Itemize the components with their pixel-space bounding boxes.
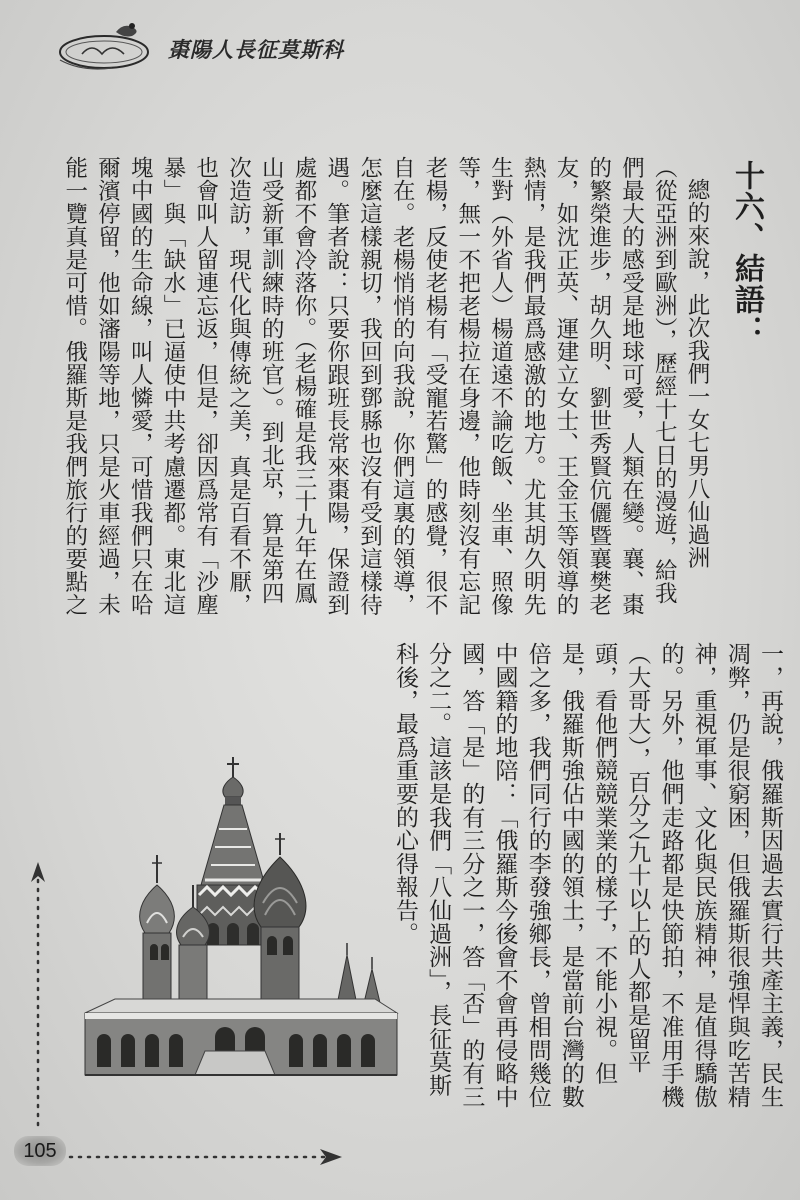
section-heading: 十六、結語： bbox=[729, 160, 764, 346]
text-column: 熱情，是我們最爲感激的地方。尤其胡久明先 bbox=[520, 156, 547, 616]
text-column: 怎麼這樣親切，我回到鄧縣也沒有受到這樣待 bbox=[356, 156, 383, 616]
body-text-bottom bbox=[388, 642, 786, 1112]
body-text-top bbox=[58, 156, 713, 621]
text-column: 爾濱停留，他如瀋陽等地，只是火車經過，未 bbox=[94, 156, 121, 616]
text-column: 遇。筆者說：只要你跟班長常來棗陽，保證到 bbox=[323, 156, 350, 616]
text-column: 科後，最爲重要的心得報告。 bbox=[391, 642, 418, 945]
text-column: 總的來說，此次我們一女七男八仙過洲 bbox=[684, 178, 710, 569]
text-column: 生對（外省人）楊道遠不論吃飯、坐車、照像 bbox=[487, 156, 514, 616]
text-column: 暴」與「缺水」已逼使中共考慮遷都。東北這 bbox=[160, 156, 186, 616]
text-column: 能一覽真是可惜。俄羅斯是我們旅行的要點之 bbox=[61, 156, 88, 616]
text-column: 是，俄羅斯強佔中國的領土，是當前台灣的數 bbox=[557, 642, 584, 1108]
text-column: 塊中國的生命線，叫人憐愛，可惜我們只在哈 bbox=[127, 156, 154, 616]
text-column: 們最大的感受是地球可愛，人類在變。襄、棗 bbox=[618, 156, 645, 616]
text-column: 等，無一不把老楊拉在身邊，他時刻沒有忘記 bbox=[454, 156, 481, 616]
text-column: 凋弊，仍是很窮困，但俄羅斯很強悍與吃苦精 bbox=[723, 642, 750, 1108]
text-column: 神，重視軍事、文化與民族精神，是值得驕傲 bbox=[690, 642, 717, 1108]
text-column: （大哥大），百分之九十以上的人都是留平 bbox=[624, 642, 651, 1074]
text-column: 一，再說，俄羅斯因過去實行共產主義，民生 bbox=[757, 642, 783, 1108]
text-column: 頭，看他們競競業業的樣子，不能小視。但 bbox=[591, 642, 618, 1085]
text-column: 自在。老楊悄悄的向我說，你們這裏的領導， bbox=[389, 156, 416, 616]
text-column: 處都不會冷落你。（老楊確是我三十九年在鳳 bbox=[291, 156, 317, 605]
page-number: 105 bbox=[14, 1136, 66, 1166]
text-column: 老楊，反使老楊有「受寵若驚」的感覺，很不 bbox=[422, 156, 448, 616]
running-header-title: 棗陽人長征莫斯科 bbox=[168, 37, 344, 62]
text-column: 國，答「是」的有三分之一，答「否」的有三 bbox=[458, 642, 485, 1108]
text-column: 次造訪，現代化與傳統之美，真是百看不厭， bbox=[225, 156, 252, 616]
text-column: 山受新軍訓練時的班官）。到北京，算是第四 bbox=[258, 156, 285, 605]
oval-emblem-logo-icon bbox=[52, 14, 167, 74]
text-column: （從亞洲到歐洲），歷經十七日的漫遊，給我 bbox=[651, 156, 678, 605]
text-column: 的繁榮進步，胡久明、劉世秀賢伉儷暨襄樊老 bbox=[585, 156, 612, 616]
text-column: 分之二。這該是我們「八仙過洲」，長征莫斯 bbox=[425, 642, 452, 1097]
dotted-arrow-border-icon bbox=[0, 850, 360, 1180]
text-column: 的。另外，他們走路都是快節拍，不准用手機 bbox=[657, 642, 684, 1108]
text-column: 友，如沈正英、運建立女士、王金玉等領導的 bbox=[553, 156, 579, 616]
text-column: 中國籍的地陪：「俄羅斯今後會不會再侵略中 bbox=[491, 642, 518, 1108]
text-column: 倍之多，我們同行的李發強鄉長，曾相問幾位 bbox=[524, 642, 551, 1108]
text-column: 也會叫人留連忘返，但是，卻因爲常有「沙塵 bbox=[192, 156, 219, 616]
